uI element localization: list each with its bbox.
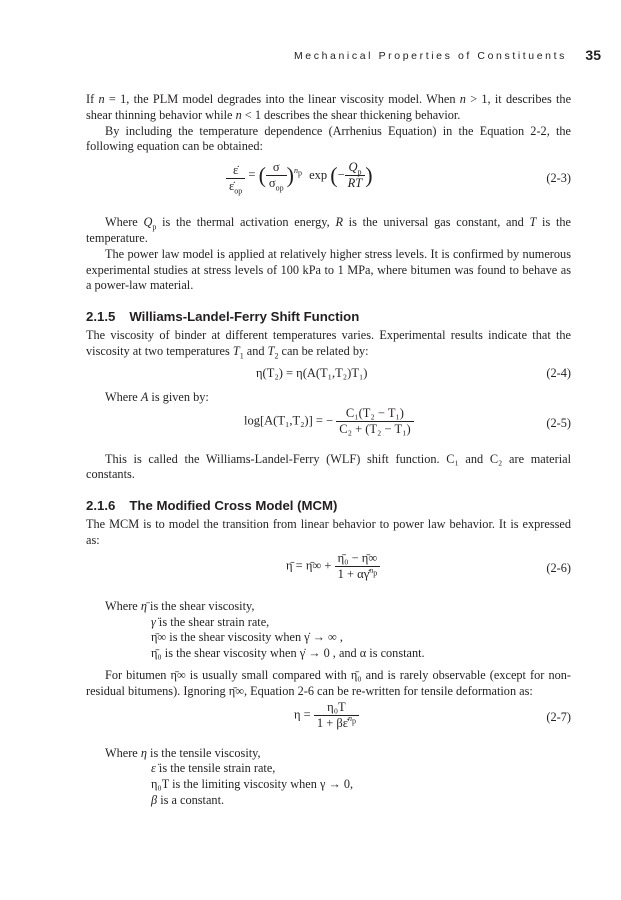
equation-number: (2-5): [546, 415, 571, 430]
paragraph-mcm: The MCM is to model the transition from linear behavior to power law behavior. It is expressed as:: [86, 517, 571, 547]
paragraph-viscosity: The viscosity of binder at different temperatures varies. Experimental results indicate that the viscosity at two temperatures $T_1$ and $T_2$ can be related by:: [86, 328, 571, 361]
equation-2-7: η = $\frac{\text{η₀T}}{1 + \beta\varepsiloṅ^{n_p}}$ (2-7): [294, 699, 571, 730]
running-title: Mechanical Properties of Constituents: [293, 50, 567, 62]
paragraph-where-a: Where A is given by:: [105, 389, 209, 404]
where-list-2-6: [105, 599, 571, 662]
where-item: Where η is the tensile viscosity,: [105, 745, 261, 760]
where-list-2-7: [105, 746, 571, 809]
page-number: 35: [585, 47, 601, 63]
paragraph-arrhenius: By including the temperature dependence (Arrhenius Equation) in the Equation 2-2, the following equation can be obtained:: [86, 123, 571, 154]
paragraph-bitumen: For bitumen η̄∞ is usually small compared with η̄₀ and is rarely observable (except for non-residual bitumens). Ignoring η̄∞, Equation 2-6 can be re-written for tensile deformation as:: [86, 667, 571, 698]
equation-number: (2-4): [546, 365, 571, 380]
equation-number: (2-3): [546, 171, 571, 186]
where-item: Where η̄ is the shear viscosity,: [105, 598, 255, 613]
equation-2-6: η̄ = η̄∞ + $\frac{\text{η̄₀ − η̄∞}}{1 + \alpha\gammȧ^{n_p}}$ (2-6): [286, 550, 571, 581]
page-body: [86, 92, 571, 809]
paragraph-power-law: The power law model is applied at relatively higher stress levels. It is confirmed by numerous experimental studies at stress levels of 100 kPa to 1 MPa, where bitumen was found to behave as a power-law material.: [86, 246, 571, 293]
section-heading-2-1-5: 2.1.5 Williams-Landel-Ferry Shift Function: [86, 309, 360, 325]
paragraph-plm: If n = 1, the PLM model degrades into the linear viscosity model. When n > 1, it describes the shear thinning behavior while n < 1 describes the shear thickening behavior.: [86, 92, 572, 122]
paragraph-thermal: Where $Q_p$ is the thermal activation energy, R is the universal gas constant, and T is the temperature.: [86, 215, 571, 245]
where-item: η̄∞ is the shear viscosity when γ̇ → ∞ ,: [151, 630, 343, 645]
equation-2-5: log[A(T₁,T₂)] = − $\frac{\text{C₁(T₂ − T₁)}}{\text{C₂ + (T₂ − T₁)}}$ (2-5): [244, 405, 571, 436]
where-item: γ̇ is the shear strain rate,: [151, 614, 270, 629]
equation-number: (2-6): [546, 560, 571, 575]
equation-2-4: η(T₂) = η(A(T₁,T₂)T₁) (2-4): [256, 365, 571, 380]
where-item: β is a constant.: [151, 792, 225, 807]
equation-2-3: $\frac{\varepsiloṅ}{\varepsiloṅ_{op}}$ = ( $\frac{\sigma}{\sigma_{op}}$ )$^{n_p}$ exp (− $\frac{Q_p}{RT}$ ) (2-3): [226, 157, 571, 209]
where-item: ε̇ is the tensile strain rate,: [151, 761, 276, 776]
paragraph-wlf: This is called the Williams-Landel-Ferry (WLF) shift function. C₁ and C₂ are material constants.: [86, 451, 571, 482]
where-item: η₀T is the limiting viscosity when γ → 0,: [151, 777, 354, 792]
equation-number: (2-7): [546, 709, 571, 724]
section-heading-2-1-6: 2.1.6 The Modified Cross Model (MCM): [86, 498, 338, 514]
where-item: η̄₀ is the shear viscosity when γ̇ → 0 , and α is constant.: [151, 646, 425, 661]
